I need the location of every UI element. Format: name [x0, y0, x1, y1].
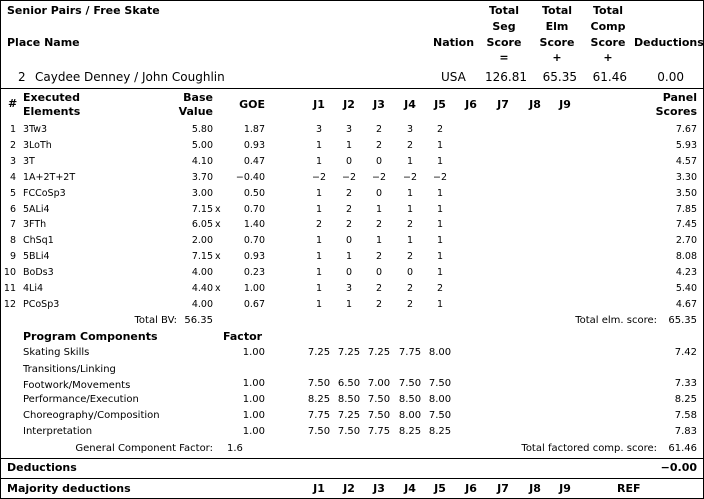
judge-score: 8.50 — [337, 394, 361, 405]
seg-score-header-1: Total — [488, 4, 520, 17]
element-name: 4Li4 — [23, 283, 44, 294]
judge-score: 8.00 — [428, 347, 452, 358]
skater-place: 2 — [18, 70, 26, 84]
judge-score: 7.75 — [367, 426, 391, 437]
element-goe: 0.67 — [243, 299, 265, 310]
comp-score-header-3: Score — [590, 36, 626, 49]
panel-header-2: Scores — [655, 105, 697, 118]
majority-judge-6: J6 — [465, 482, 477, 495]
judge-score: 7.50 — [428, 410, 452, 421]
judge-score: 7.50 — [307, 378, 331, 389]
total-bv-label: Total BV: — [134, 315, 177, 326]
majority-judge-1: J1 — [313, 482, 325, 495]
majority-judge-8: J8 — [529, 482, 541, 495]
judge-score: 1 — [436, 235, 444, 246]
component-panel-score: 7.83 — [674, 426, 697, 437]
judge-score: 1 — [315, 140, 323, 151]
element-panel-score: 7.85 — [675, 204, 697, 215]
judge-score: 3 — [315, 124, 323, 135]
majority-judge-3: J3 — [373, 482, 385, 495]
element-number: 2 — [9, 140, 16, 151]
element-name: 3LoTh — [23, 140, 52, 151]
goe-header: GOE — [239, 98, 265, 111]
judge-score: 7.25 — [367, 347, 391, 358]
judge-score: 7.50 — [398, 378, 422, 389]
element-base-value: 2.00 — [191, 235, 213, 246]
judge-header-1: J1 — [313, 98, 325, 111]
judge-score: 8.50 — [398, 394, 422, 405]
judge-score: −2 — [341, 172, 356, 183]
judge-header-9: J9 — [559, 98, 571, 111]
gcf-label: General Component Factor: — [75, 443, 213, 454]
judge-score: 7.50 — [337, 426, 361, 437]
judge-score: 2 — [406, 299, 414, 310]
judge-score: 7.25 — [337, 410, 361, 421]
judge-header-8: J8 — [529, 98, 541, 111]
component-factor: 1.00 — [242, 347, 265, 358]
element-goe: 1.00 — [243, 283, 265, 294]
gcf-value: 1.6 — [227, 443, 243, 454]
judge-score: 7.75 — [398, 347, 422, 358]
element-base-value: 3.70 — [191, 172, 213, 183]
executed-header-2: Elements — [23, 105, 81, 118]
elm-score-header-4: + — [552, 51, 562, 64]
judge-score: 8.00 — [398, 410, 422, 421]
element-panel-score: 7.45 — [675, 219, 697, 230]
component-factor: 1.00 — [242, 394, 265, 405]
judge-score: −2 — [371, 172, 386, 183]
judge-score: 7.00 — [367, 378, 391, 389]
judge-score: 7.50 — [367, 394, 391, 405]
executed-header-1: Executed — [23, 91, 81, 104]
judge-score: 7.50 — [307, 426, 331, 437]
factor-header: Factor — [223, 330, 263, 343]
judge-score: 2 — [406, 219, 414, 230]
judge-score: 0 — [406, 267, 414, 278]
skater-comp-score: 61.46 — [592, 70, 627, 84]
element-goe: 0.70 — [243, 204, 265, 215]
judge-score: 1 — [375, 204, 383, 215]
total-elm-label: Total elm. score: — [575, 315, 657, 326]
judge-score: −2 — [402, 172, 417, 183]
elm-score-header-2: Elm — [545, 20, 569, 33]
element-number: 6 — [9, 204, 16, 215]
judge-score: 7.50 — [367, 410, 391, 421]
element-panel-score: 4.23 — [675, 267, 697, 278]
judge-score: 2 — [375, 140, 383, 151]
judge-score: 1 — [315, 283, 323, 294]
judge-score: 1 — [345, 251, 353, 262]
judge-score: 2 — [375, 219, 383, 230]
element-name: ChSq1 — [23, 235, 54, 246]
judge-score: 6.50 — [337, 378, 361, 389]
element-number: 10 — [3, 267, 16, 278]
judge-score: 2 — [345, 188, 353, 199]
judge-score: 2 — [375, 299, 383, 310]
element-number: 11 — [3, 283, 16, 294]
majority-judge-2: J2 — [343, 482, 355, 495]
skater-name: Caydee Denney / John Coughlin — [35, 70, 225, 84]
element-number: 7 — [9, 219, 16, 230]
judge-score: 1 — [375, 235, 383, 246]
judge-score: 1 — [315, 188, 323, 199]
skater-deductions: 0.00 — [657, 70, 684, 84]
total-factored-comp-value: 61.46 — [668, 443, 697, 454]
judge-score: 0 — [345, 156, 353, 167]
element-base-value: 6.05 — [191, 219, 213, 230]
judge-score: 1 — [315, 156, 323, 167]
nation-header: Nation — [433, 36, 475, 49]
judge-score: 1 — [436, 251, 444, 262]
seg-score-header-2: Seg — [492, 20, 516, 33]
seg-score-header-3: Score — [486, 36, 522, 49]
component-factor: 1.00 — [242, 410, 265, 421]
component-name: Skating Skills — [23, 347, 90, 358]
elm-score-header-3: Score — [539, 36, 575, 49]
element-bonus-marker: x — [215, 219, 221, 230]
judge-header-5: J5 — [434, 98, 446, 111]
element-name: BoDs3 — [23, 267, 54, 278]
judge-score: 3 — [406, 124, 414, 135]
majority-judge-9: J9 — [559, 482, 571, 495]
majority-judge-4: J4 — [404, 482, 416, 495]
element-name: 3T — [23, 156, 35, 167]
judge-score: 7.50 — [428, 378, 452, 389]
component-name: Footwork/Movements — [23, 380, 131, 391]
component-name: Interpretation — [23, 426, 93, 437]
component-name: Choreography/Composition — [23, 410, 160, 421]
element-base-value: 3.00 — [191, 188, 213, 199]
num-header: # — [8, 97, 18, 110]
deductions-header: Deductions — [634, 36, 704, 49]
comp-score-header-2: Comp — [590, 20, 626, 33]
element-goe: 0.50 — [243, 188, 265, 199]
judge-score: 2 — [375, 124, 383, 135]
judge-score: 1 — [436, 219, 444, 230]
element-goe: −0.40 — [235, 172, 265, 183]
total-factored-comp-label: Total factored comp. score: — [521, 443, 657, 454]
element-goe: 1.87 — [243, 124, 265, 135]
judge-score: 7.75 — [307, 410, 331, 421]
majority-judge-5: J5 — [434, 482, 446, 495]
element-number: 9 — [9, 251, 16, 262]
majority-judge-7: J7 — [497, 482, 509, 495]
element-number: 8 — [9, 235, 16, 246]
skater-elm-score: 65.35 — [542, 70, 577, 84]
element-panel-score: 8.08 — [675, 251, 697, 262]
element-number: 4 — [9, 172, 16, 183]
judge-score: 2 — [406, 283, 414, 294]
element-panel-score: 4.57 — [675, 156, 697, 167]
judge-score: 2 — [315, 219, 323, 230]
element-goe: 0.47 — [243, 156, 265, 167]
judge-score: 1 — [345, 299, 353, 310]
judge-score: −2 — [311, 172, 326, 183]
panel-header-1: Panel — [662, 91, 697, 104]
place-name-header: Place Name — [7, 36, 80, 49]
judge-score: 1 — [345, 140, 353, 151]
comp-score-header-4: + — [603, 51, 613, 64]
element-number: 1 — [9, 124, 16, 135]
judge-score: 1 — [315, 267, 323, 278]
judge-score: 8.25 — [307, 394, 331, 405]
judge-score: 8.00 — [428, 394, 452, 405]
judge-score: 0 — [375, 156, 383, 167]
judge-score: 3 — [345, 283, 353, 294]
judge-score: 2 — [375, 251, 383, 262]
judge-score: 1 — [436, 204, 444, 215]
judge-score: 1 — [315, 204, 323, 215]
element-goe: 0.70 — [243, 235, 265, 246]
judge-score: 0 — [375, 188, 383, 199]
component-factor: 1.00 — [242, 426, 265, 437]
judge-score: 0 — [375, 267, 383, 278]
element-name: PCoSp3 — [23, 299, 60, 310]
majority-deductions-label: Majority deductions — [7, 482, 131, 495]
judge-header-3: J3 — [373, 98, 385, 111]
element-base-value: 7.15 — [191, 251, 213, 262]
component-factor: 1.00 — [242, 378, 265, 389]
judge-score: 2 — [436, 283, 444, 294]
component-name: Transitions/Linking — [23, 364, 116, 375]
element-name: FCCoSp3 — [23, 188, 66, 199]
element-panel-score: 3.50 — [675, 188, 697, 199]
element-number: 12 — [3, 299, 16, 310]
element-panel-score: 5.40 — [675, 283, 697, 294]
total-elm-value: 65.35 — [668, 315, 697, 326]
judge-score: 7.25 — [307, 347, 331, 358]
judge-score: 8.25 — [398, 426, 422, 437]
judge-score: 7.25 — [337, 347, 361, 358]
page-title: Senior Pairs / Free Skate — [7, 4, 160, 17]
judge-header-6: J6 — [465, 98, 477, 111]
base-value-header-1: Base — [183, 91, 213, 104]
base-value-header-2: Value — [178, 105, 213, 118]
element-bonus-marker: x — [215, 283, 221, 294]
judge-score: 2 — [436, 124, 444, 135]
element-panel-score: 2.70 — [675, 235, 697, 246]
judge-score: 1 — [315, 235, 323, 246]
element-name: 1A+2T+2T — [23, 172, 76, 183]
judge-score: 2 — [375, 283, 383, 294]
deductions-value: −0.00 — [660, 461, 697, 474]
deductions-label: Deductions — [7, 461, 77, 474]
judge-score: 1 — [436, 267, 444, 278]
skater-seg-score: 126.81 — [485, 70, 527, 84]
element-name: 3Tw3 — [23, 124, 48, 135]
judge-score: 1 — [436, 188, 444, 199]
judge-score: 0 — [345, 235, 353, 246]
element-bonus-marker: x — [215, 204, 221, 215]
element-panel-score: 7.67 — [675, 124, 697, 135]
element-base-value: 4.10 — [191, 156, 213, 167]
judge-score: 2 — [345, 219, 353, 230]
elm-score-header-1: Total — [541, 4, 573, 17]
judge-score: 1 — [406, 204, 414, 215]
program-components-header: Program Components — [23, 330, 158, 343]
judge-score: 1 — [436, 299, 444, 310]
divider — [1, 458, 703, 459]
judge-score: 1 — [436, 140, 444, 151]
element-base-value: 4.00 — [191, 299, 213, 310]
element-name: 5ALi4 — [23, 204, 50, 215]
element-goe: 0.93 — [243, 140, 265, 151]
judge-score: 1 — [315, 251, 323, 262]
element-name: 5BLi4 — [23, 251, 50, 262]
total-bv-value: 56.35 — [184, 315, 213, 326]
element-goe: 0.93 — [243, 251, 265, 262]
element-number: 3 — [9, 156, 16, 167]
judge-score: 1 — [315, 299, 323, 310]
component-panel-score: 7.58 — [674, 410, 697, 421]
element-panel-score: 3.30 — [675, 172, 697, 183]
element-base-value: 4.40 — [191, 283, 213, 294]
judge-score: 2 — [406, 251, 414, 262]
judge-score: 1 — [406, 156, 414, 167]
divider — [1, 478, 703, 479]
element-base-value: 4.00 — [191, 267, 213, 278]
judge-header-7: J7 — [497, 98, 509, 111]
judge-score: 1 — [436, 156, 444, 167]
judge-score: −2 — [432, 172, 447, 183]
judge-header-2: J2 — [343, 98, 355, 111]
divider — [1, 88, 703, 89]
ref-label: REF — [617, 482, 641, 495]
judge-score: 1 — [406, 235, 414, 246]
judge-score: 3 — [345, 124, 353, 135]
judge-score: 2 — [345, 204, 353, 215]
element-panel-score: 4.67 — [675, 299, 697, 310]
seg-score-header-4: = — [499, 51, 509, 64]
skater-nation: USA — [441, 70, 466, 84]
element-name: 3FTh — [23, 219, 47, 230]
element-base-value: 5.00 — [191, 140, 213, 151]
judge-score: 1 — [406, 188, 414, 199]
component-panel-score: 7.42 — [674, 347, 697, 358]
comp-score-header-1: Total — [592, 4, 624, 17]
element-panel-score: 5.93 — [675, 140, 697, 151]
component-panel-score: 7.33 — [674, 378, 697, 389]
judge-score: 8.25 — [428, 426, 452, 437]
element-number: 5 — [9, 188, 16, 199]
component-panel-score: 8.25 — [674, 394, 697, 405]
judge-score: 0 — [345, 267, 353, 278]
element-goe: 0.23 — [243, 267, 265, 278]
element-base-value: 7.15 — [191, 204, 213, 215]
element-base-value: 5.80 — [191, 124, 213, 135]
element-bonus-marker: x — [215, 251, 221, 262]
judge-header-4: J4 — [404, 98, 416, 111]
judge-score: 2 — [406, 140, 414, 151]
component-name: Performance/Execution — [23, 394, 139, 405]
element-goe: 1.40 — [243, 219, 265, 230]
